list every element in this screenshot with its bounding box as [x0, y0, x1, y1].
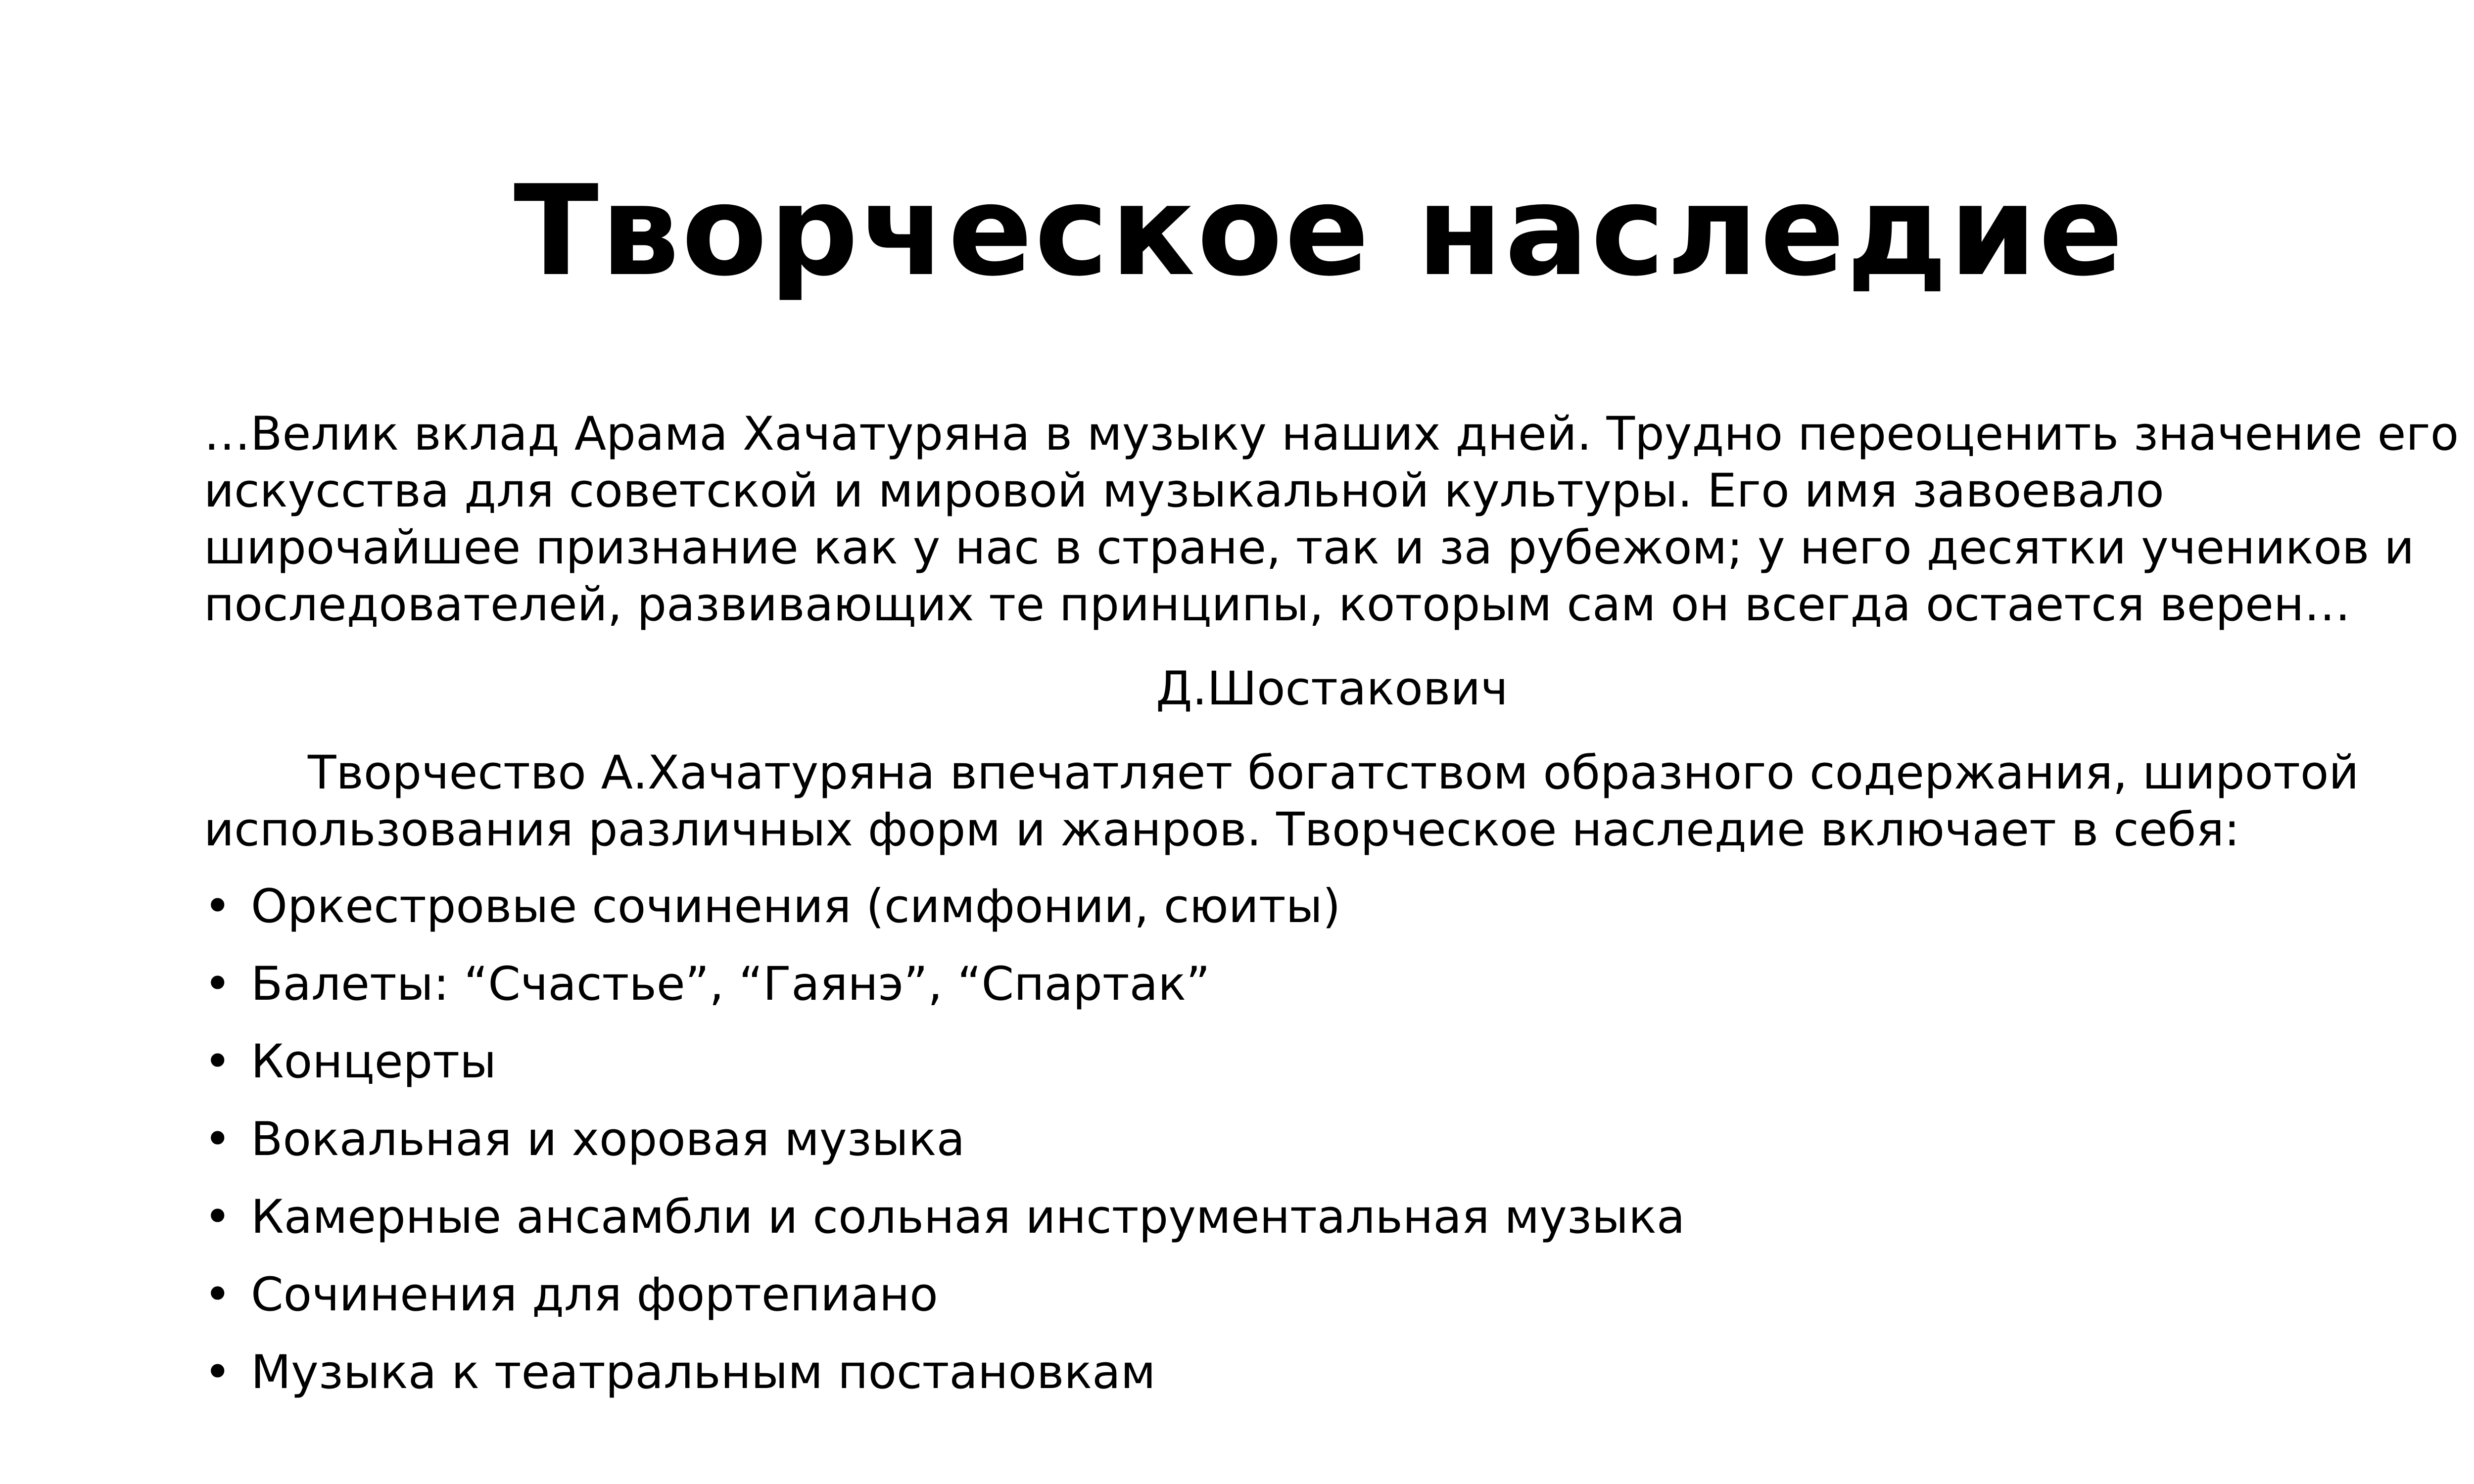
list-item-label: Сочинения для фортепиано: [251, 1268, 938, 1322]
list-item: [204, 1033, 2460, 1090]
list-item: [204, 878, 2460, 935]
slide-content: [204, 406, 2460, 1422]
list-item-label: Оркестровые сочинения (симфонии, сюиты): [251, 880, 1341, 933]
list-item: [204, 1266, 2460, 1323]
list-item: [204, 956, 2460, 1013]
list-item-label: Вокальная и хоровая музыка: [251, 1113, 965, 1166]
bullet-icon: •: [204, 880, 232, 933]
slide-title: Творческое наследие: [513, 159, 2125, 304]
heritage-list: [204, 878, 2460, 1401]
bullet-icon: •: [204, 1268, 232, 1322]
bullet-icon: •: [204, 1345, 232, 1399]
quote-author: Д.Шостакович: [1156, 662, 1508, 716]
quote-text: …Велик вклад Арама Хачатуряна в музыку наших дней. Трудно переоценить значение его искусства для советской и мировой музыкальной культуры. Его имя завоевало широчайшее признание как у нас в стране, так и за рубежом; у него десятки учеников и последователей, развивающих те принципы, которым сам он всегда остается верен…: [204, 407, 2459, 632]
list-item: [204, 1344, 2460, 1401]
bullet-icon: •: [204, 1035, 232, 1089]
list-item-label: Концерты: [251, 1035, 497, 1089]
intro-paragraph: Творчество А.Хачатуряна впечатляет богатством образного содержания, широтой использования различных форм и жанров. Творческое наследие включает в себя:: [204, 746, 2359, 857]
bullet-icon: •: [204, 957, 232, 1011]
list-item-label: Камерные ансамбли и сольная инструментальная музыка: [251, 1190, 1685, 1244]
list-item-label: Музыка к театральным постановкам: [251, 1345, 1156, 1399]
list-item: [204, 1111, 2460, 1168]
bullet-icon: •: [204, 1190, 232, 1244]
bullet-icon: •: [204, 1113, 232, 1166]
list-item: [204, 1189, 2460, 1246]
list-item-label: Балеты: “Счастье”, “Гаянэ”, “Спартак”: [251, 957, 1210, 1011]
